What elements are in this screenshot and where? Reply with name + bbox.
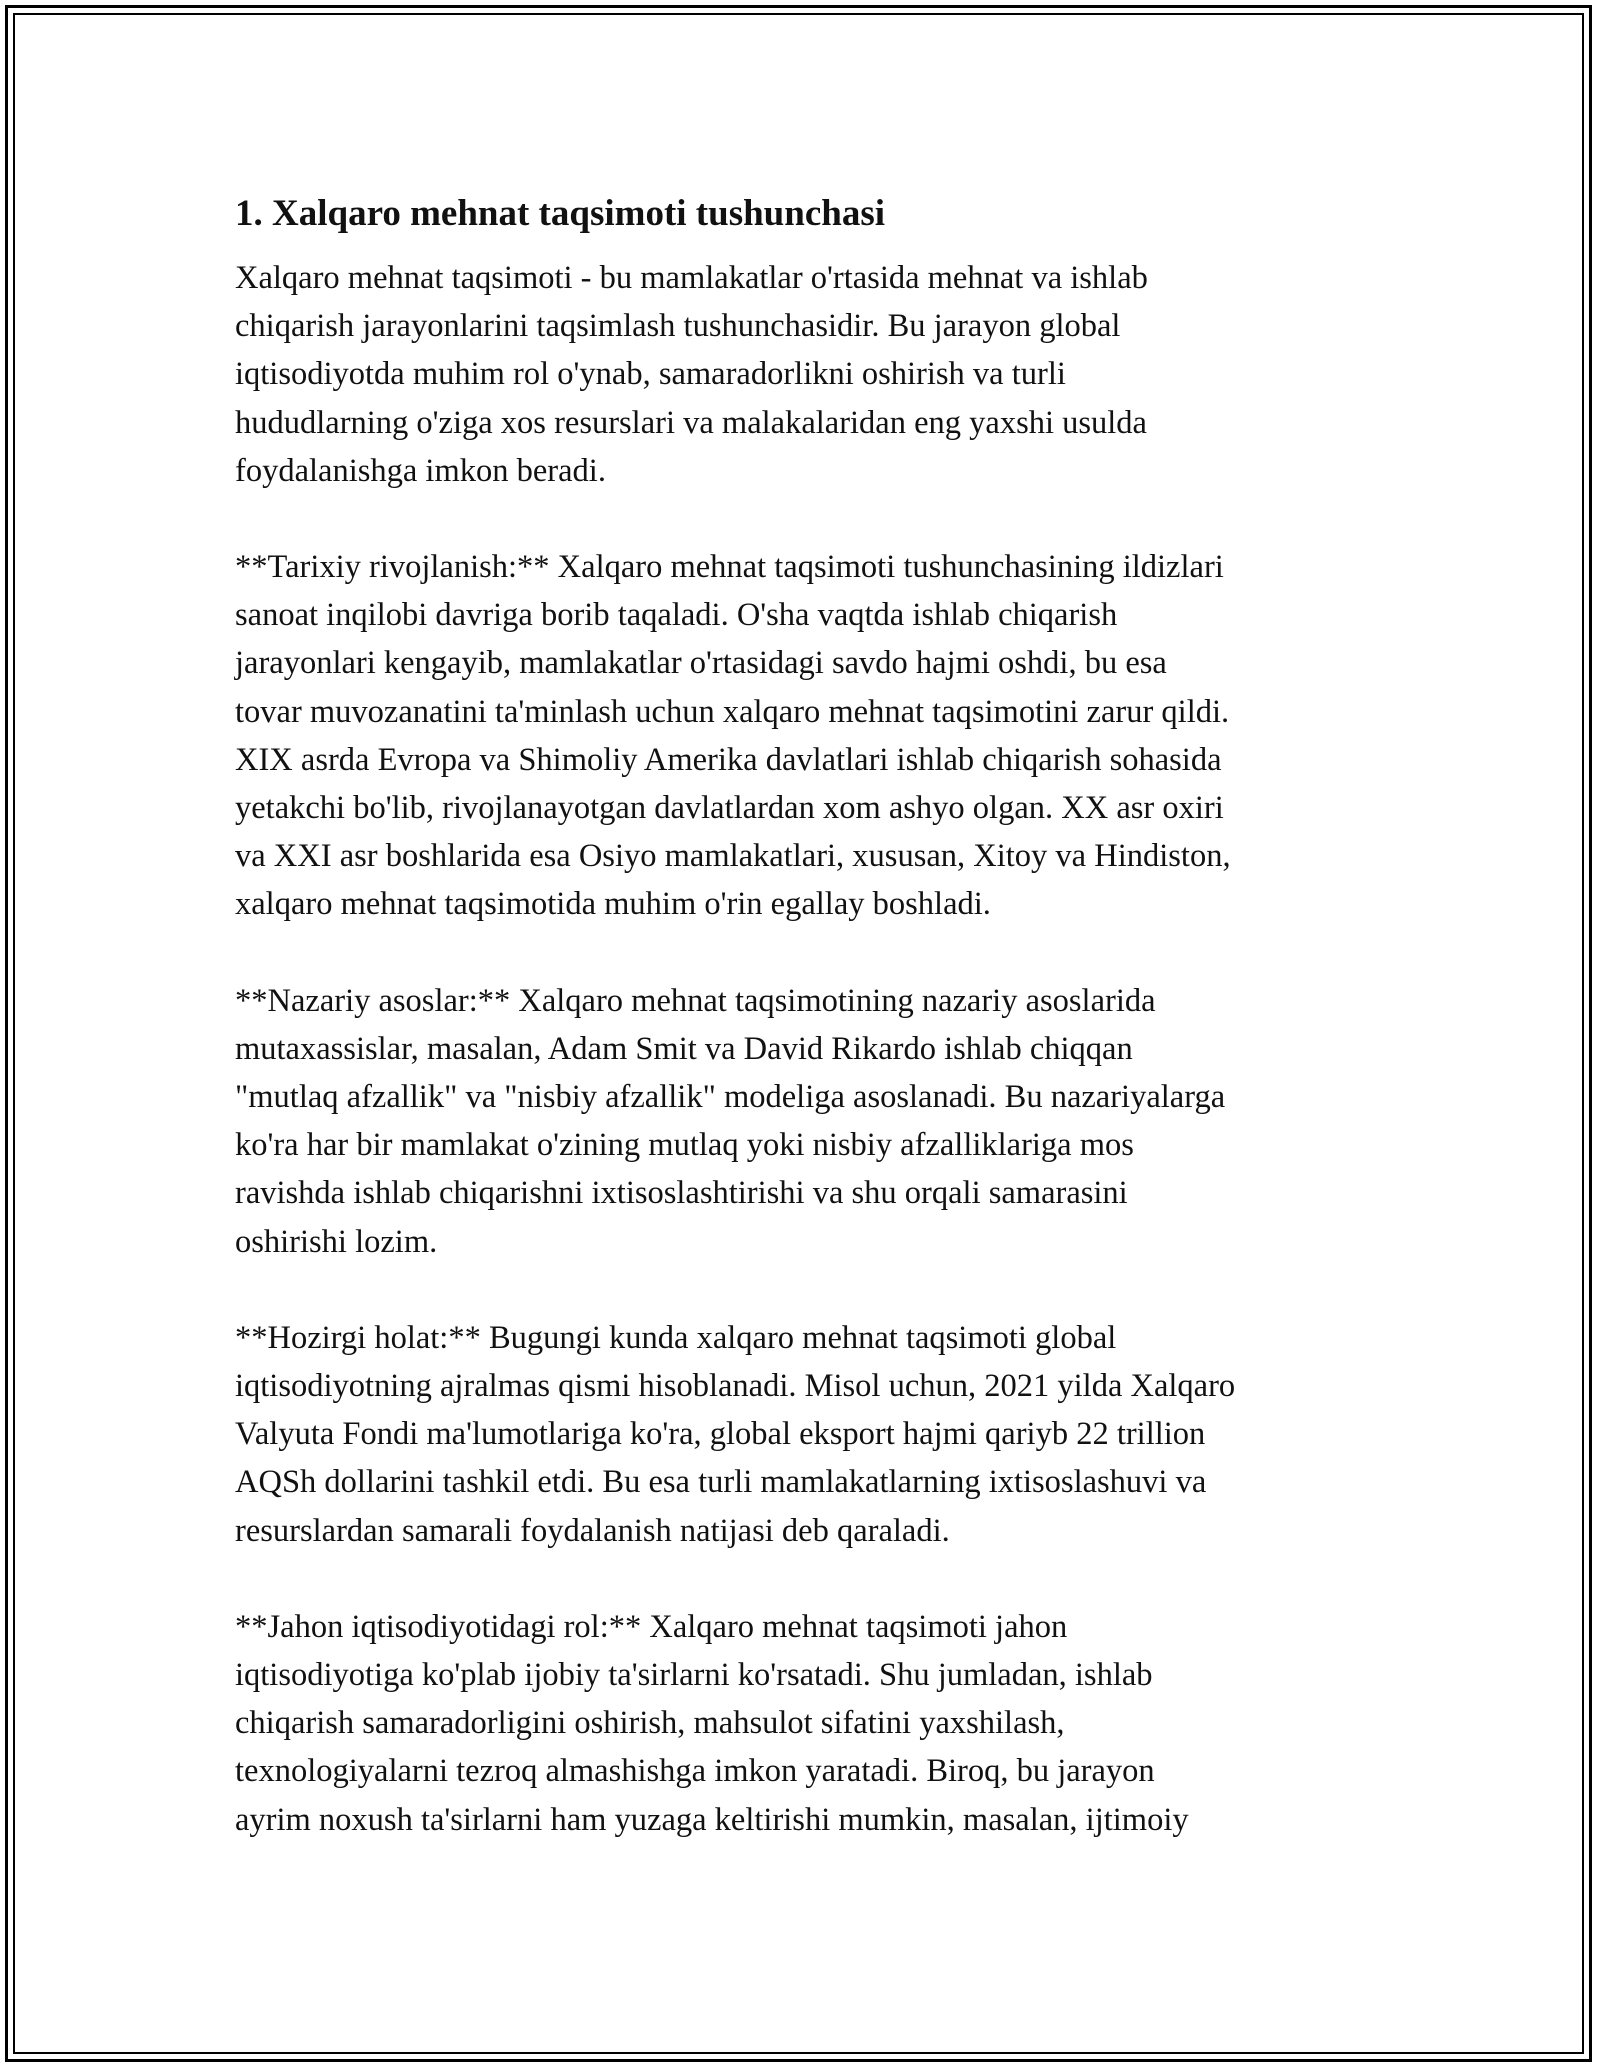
paragraph-theoretical-foundations: **Nazariy asoslar:** Xalqaro mehnat taqsimotining nazariy asoslarida mutaxassislar, masalan, Adam Smit va David Rikardo ishlab chiqqan "mutlaq afzallik" va "nisbiy afzallik" modeliga asoslanadi. Bu nazariyalarga ko'ra har bir mamlakat o'zining mutlaq yoki nisbiy afzalliklariga mos ravishda ishlab chiqarishni ixtisoslashtirishi va shu orqali samarasini oshirishi lozim. (235, 982, 1226, 1260)
paragraph-historical-development: **Tarixiy rivojlanish:** Xalqaro mehnat taqsimoti tushunchasining ildizlari sanoat inqilobi davriga borib taqaladi. O'sha vaqtda ishlab chiqarish jarayonlari kengayib, mamlakatlar o'rtasidagi savdo hajmi oshdi, bu esa tovar muvozanatini ta'minlash uchun xalqaro mehnat taqsimotini zarur qildi. XIX asrda Evropa va Shimoliy Amerika davlatlari ishlab chiqarish sohasida yetakchi bo'lib, rivojlanayotgan davlatlardan xom ashyo olgan. XX asr oxiri va XXI asr boshlarida esa Osiyo mamlakatlari, xususan, Xitoy va Hindiston, xalqaro mehnat taqsimotida muhim o'rin egallay boshladi. (235, 549, 1231, 923)
paragraph-world-economy-role: **Jahon iqtisodiyotidagi rol:** Xalqaro mehnat taqsimoti jahon iqtisodiyotiga ko'plab ijobiy ta'sirlarni ko'rsatadi. Shu jumladan, ishlab chiqarish samaradorligini oshirish, mahsulot sifatini yaxshilash, texnologiyalarni tezroq almashishga imkon yaratadi. Biroq, bu jarayon ayrim noxush ta'sirlarni ham yuzaga keltirishi mumkin, masalan, ijtimoiy (235, 1608, 1189, 1838)
section-heading: 1. Xalqaro mehnat taqsimoti tushunchasi (235, 193, 886, 234)
paragraph-intro: Xalqaro mehnat taqsimoti - bu mamlakatlar o'rtasida mehnat va ishlab chiqarish jarayonlarini taqsimlash tushunchasidir. Bu jarayon global iqtisodiyotda muhim rol o'ynab, samaradorlikni oshirish va turli hududlarning o'ziga xos resurslari va malakalaridan eng yaxshi usulda foydalanishga imkon beradi. (235, 260, 1148, 489)
paragraph-current-state: **Hozirgi holat:** Bugungi kunda xalqaro mehnat taqsimoti global iqtisodiyotning ajralmas qismi hisoblanadi. Misol uchun, 2021 yilda Xalqaro Valyuta Fondi ma'lumotlariga ko'ra, global eksport hajmi qariyb 22 trillion AQSh dollarini tashkil etdi. Bu esa turli mamlakatlarning ixtisoslashuvi va resurslardan samarali foydalanish natijasi deb qaraladi. (235, 1319, 1236, 1549)
document-body (235, 186, 1385, 1892)
